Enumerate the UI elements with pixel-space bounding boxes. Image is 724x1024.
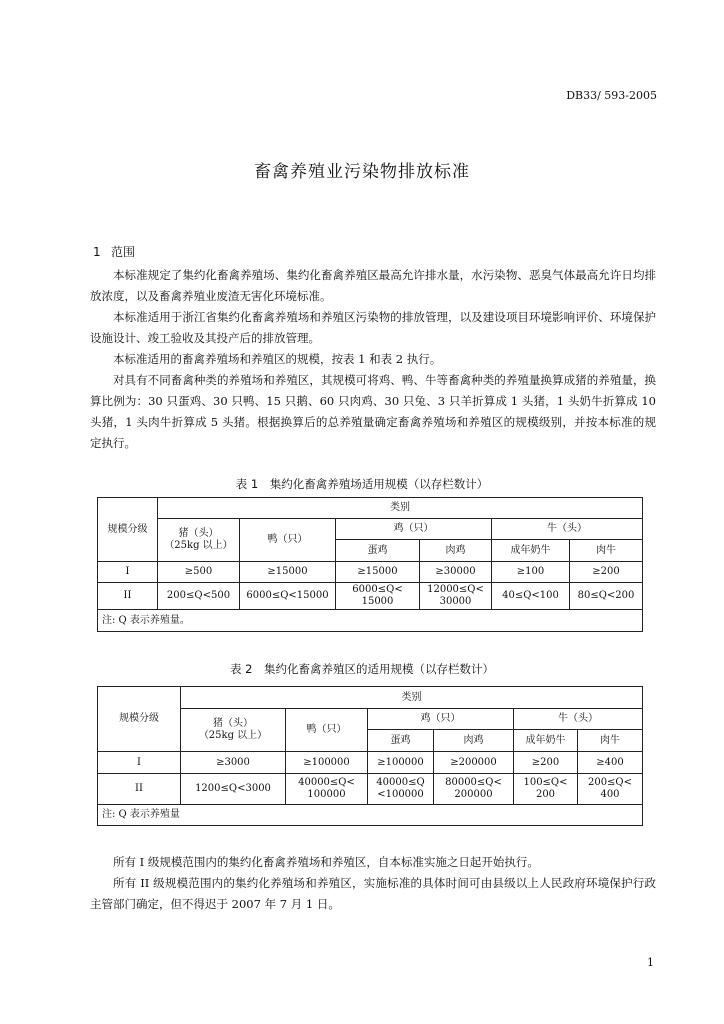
table-cell: 200≤Q<500 (158, 583, 240, 610)
table-cell: ≥500 (158, 562, 240, 583)
table-header: 猪（头） （25kg 以上） (181, 709, 286, 752)
page-title: 畜禽养殖业污染物排放标准 (254, 162, 470, 182)
table-cell: ≥200 (514, 752, 578, 774)
table-header: 鸭（只） (240, 519, 336, 562)
paragraph: 所有 I 级规模范围内的集约化畜禽养殖场和养殖区，自本标准实施之日起开始执行。 (113, 855, 539, 869)
table-note-row (98, 610, 643, 632)
table-cell: ≥30000 (420, 562, 492, 583)
table-cell: II (98, 774, 181, 805)
table-header: 类别 (181, 687, 643, 709)
paragraph: 对具有不同畜禽种类的养殖场和养殖区，其规模可将鸡、鸭、牛等畜禽种类的养殖量换算成猪的养殖量，换算比例为：30 只蛋鸡、30 只鸭、15 只鹅、60 只肉鸡、30 只兔、3 只羊折算成 1 头猪，1 头奶牛折算成 10 头猪，1 头肉牛折算成 5 头猪。根据换算后的总养殖量确定畜禽养殖场和养殖区的规模级别，并按本标准的规定执行。 (90, 373, 656, 450)
table-cell: ≥200 (570, 562, 643, 583)
table-header: 猪（头） （25kg 以上） (158, 519, 240, 562)
table-cell: 40000≤Q <100000 (368, 774, 434, 805)
table-cell: ≥100000 (368, 752, 434, 774)
paragraph: 所有 II 级规模范围内的集约化养殖场和养殖区，实施标准的具体时间可由县级以上人民政府环境保护行政主管部门确定，但不得迟于 2007 年 7 月 1 日。 (90, 876, 656, 911)
paragraph: 本标准适用于浙江省集约化畜禽养殖场和养殖区污染物的排放管理，以及建设项目环境影响评价、环境保护设施设计、竣工验收及其投产后的排放管理。 (90, 310, 656, 345)
table-cell: I (98, 562, 158, 583)
table-header: 成年奶牛 (514, 730, 578, 752)
table-cell: ≥15000 (336, 562, 420, 583)
paragraph: 本标准规定了集约化畜禽养殖场、集约化畜禽养殖区最高允许排水量，水污染物、恶臭气体最高允许日均排放浓度，以及畜禽养殖业废渣无害化环境标准。 (90, 268, 656, 303)
table-cell: ≥400 (578, 752, 643, 774)
table-cell: I (98, 752, 181, 774)
table-row (98, 583, 643, 610)
table-cell: ≥100000 (286, 752, 368, 774)
scope-paragraphs (90, 265, 656, 454)
table-cell: 80≤Q<200 (570, 583, 643, 610)
table-cell: 40≤Q<100 (492, 583, 570, 610)
table2 (97, 686, 643, 826)
table2-caption: 表 2 集约化畜禽养殖区的适用规模（以存栏数计） (230, 662, 494, 676)
table-header: 鸭（只） (286, 709, 368, 752)
table-header: 肉牛 (578, 730, 643, 752)
closing-paragraphs (90, 852, 656, 915)
table-header: 规模分级 (98, 498, 158, 562)
table-cell: ≥3000 (181, 752, 286, 774)
table-cell: 40000≤Q< 100000 (286, 774, 368, 805)
table-header: 肉鸡 (420, 540, 492, 562)
table-cell: ≥100 (492, 562, 570, 583)
table-cell: 12000≤Q< 30000 (420, 583, 492, 610)
table-cell: II (98, 583, 158, 610)
page-number: 1 (647, 956, 654, 969)
table-row (98, 774, 643, 805)
document-number: DB33/ 593-2005 (566, 89, 657, 102)
table-header: 蛋鸡 (368, 730, 434, 752)
table-cell: 1200≤Q<3000 (181, 774, 286, 805)
table-header: 牛（头） (492, 519, 643, 540)
table1-caption: 表 1 集约化畜禽养殖场适用规模（以存栏数计） (235, 477, 489, 491)
table-row (98, 752, 643, 774)
table-note: 注: Q 表示养殖量 (98, 805, 643, 826)
table-cell: ≥200000 (434, 752, 514, 774)
table-note: 注: Q 表示养殖量。 (98, 610, 643, 632)
table-cell: 200≤Q< 400 (578, 774, 643, 805)
table-header: 牛（头） (514, 709, 643, 730)
table-cell: 100≤Q< 200 (514, 774, 578, 805)
table-header: 鸡（只） (368, 709, 514, 730)
table-header: 类别 (158, 498, 643, 519)
table-cell: 6000≤Q< 15000 (336, 583, 420, 610)
section-heading (93, 243, 135, 260)
table-header: 规模分级 (98, 687, 181, 752)
table-header: 蛋鸡 (336, 540, 420, 562)
table-cell: ≥15000 (240, 562, 336, 583)
table-header: 肉鸡 (434, 730, 514, 752)
section-number: 1 (93, 245, 101, 259)
table-note-row (98, 805, 643, 826)
table-header: 成年奶牛 (492, 540, 570, 562)
table-header: 鸡（只） (336, 519, 492, 540)
table-header: 肉牛 (570, 540, 643, 562)
table-cell: 6000≤Q<15000 (240, 583, 336, 610)
table-row (98, 562, 643, 583)
table-cell: 80000≤Q< 200000 (434, 774, 514, 805)
section-title: 范围 (111, 245, 136, 259)
table1 (97, 497, 643, 632)
paragraph: 本标准适用的畜禽养殖场和养殖区的规模，按表 1 和表 2 执行。 (113, 352, 442, 366)
